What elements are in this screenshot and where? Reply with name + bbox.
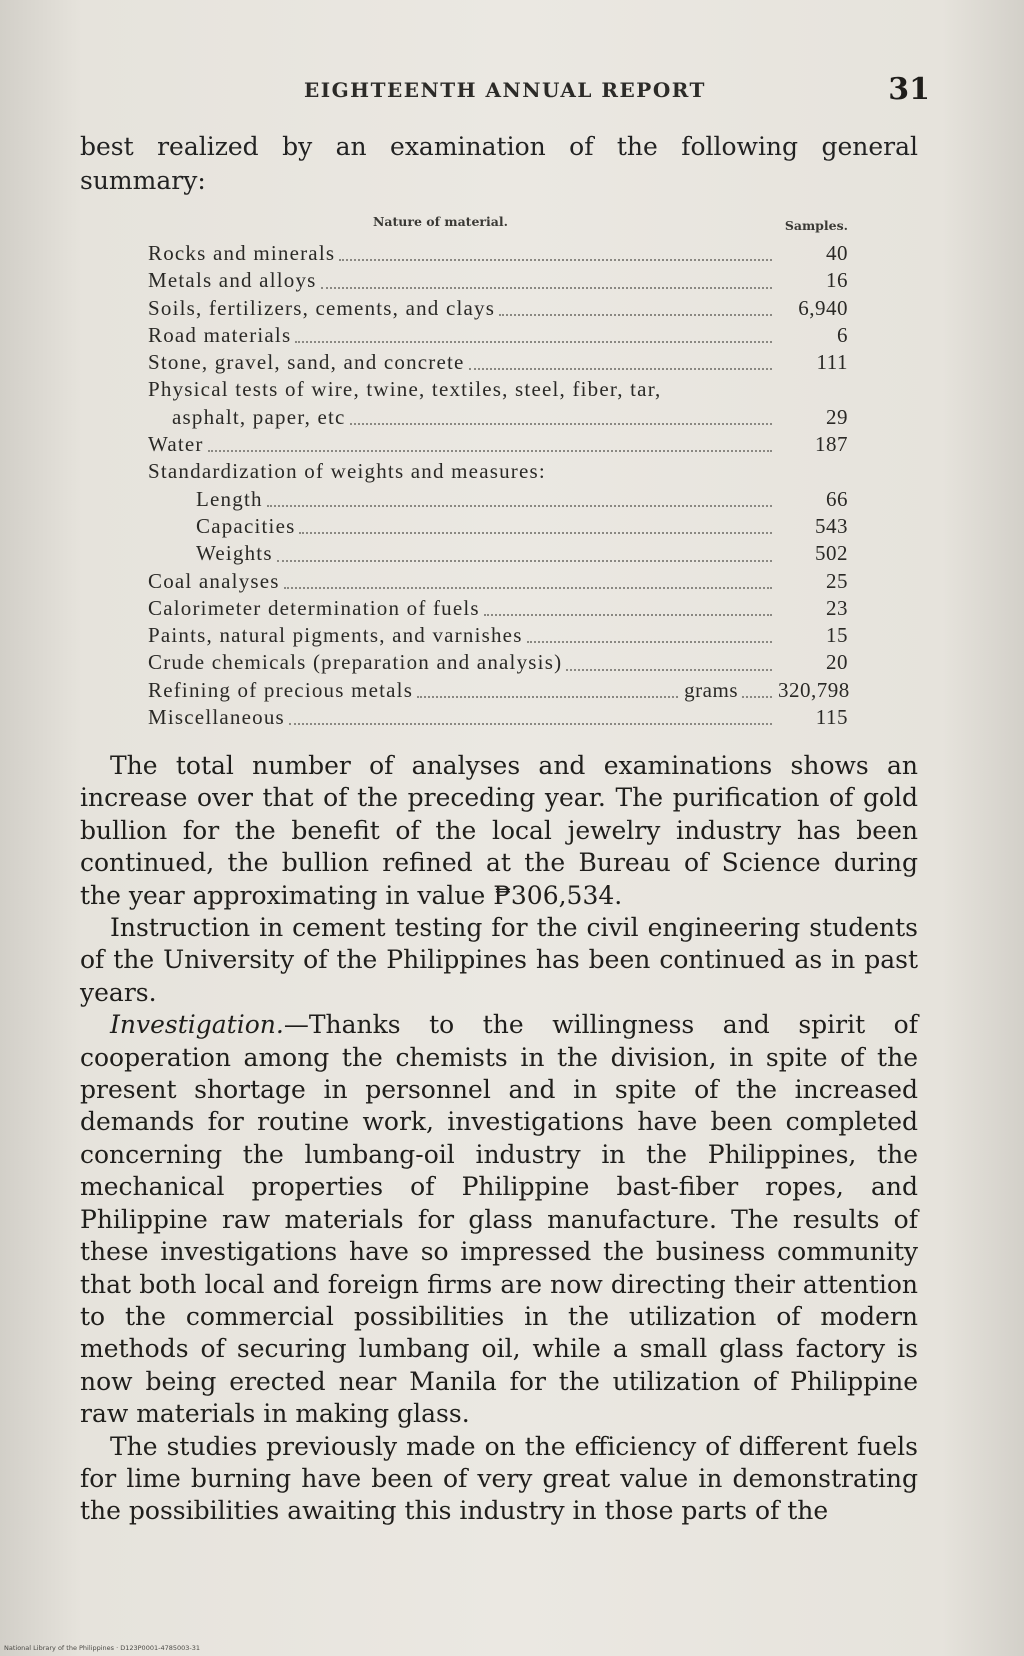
row-samples-value: 187 (815, 432, 848, 457)
body-text (80, 750, 918, 1528)
row-samples-value: 40 (826, 241, 848, 265)
table-row (148, 267, 848, 294)
column-header-samples: Samples. (784, 218, 848, 233)
table-body (148, 240, 848, 731)
row-label: Length (196, 486, 263, 511)
summary-table (148, 212, 848, 731)
library-credit: National Library of the Philippines · D123P0001-4785003-31 (4, 1644, 201, 1652)
paragraph-cement-testing: Instruction in cement testing for the civil engineering students of the University of the Philippines has been continued as in past years. (80, 913, 918, 1007)
row-samples-value: 543 (815, 513, 848, 538)
dot-leader (289, 723, 772, 725)
row-label: Physical tests of wire, twine, textiles, steel, fiber, tar, (148, 377, 662, 402)
table-row (148, 404, 848, 431)
table-row (148, 649, 848, 676)
row-label: asphalt, paper, etc (172, 404, 346, 429)
table-row (148, 595, 848, 622)
dot-leader (417, 696, 678, 698)
row-label: Weights (196, 541, 273, 566)
paragraph-total-analyses: The total number of analyses and examinations shows an increase over that of the preceding year. The purification of gold bullion for the benefit of the local jewelry industry has been continued, the bullion refined at the Bureau of Science during the year approximating in value ₱306,534. (80, 751, 918, 910)
table-row (148, 568, 848, 595)
dot-leader (527, 641, 772, 643)
table-row (148, 622, 848, 649)
table-row (148, 540, 848, 567)
row-label: Rocks and minerals (148, 241, 336, 265)
dot-leader (742, 696, 772, 698)
row-samples-value: 320,798 (778, 677, 850, 702)
table-row (148, 677, 848, 704)
dot-leader (339, 259, 772, 261)
row-samples-value: 115 (815, 705, 848, 730)
dot-leader (299, 532, 772, 534)
table-row (148, 458, 848, 485)
table-row (148, 349, 848, 376)
row-label: Road materials (148, 322, 292, 347)
table-header (148, 212, 848, 240)
paragraph-investigation (80, 1009, 918, 1430)
row-samples-value: 502 (815, 541, 848, 566)
table-row (148, 486, 848, 513)
row-samples-value: 20 (826, 650, 848, 675)
row-label: Metals and alloys (148, 268, 317, 293)
row-samples-value: 29 (826, 404, 848, 429)
dot-leader (277, 560, 772, 562)
page-header (80, 72, 930, 112)
row-label: Coal analyses (148, 568, 280, 593)
running-title: EIGHTEENTH ANNUAL REPORT (304, 78, 706, 102)
row-samples-value: 6,940 (798, 295, 848, 320)
table-row (148, 704, 848, 731)
dot-leader (321, 287, 772, 289)
dot-leader (267, 505, 772, 507)
row-samples-value: 23 (826, 595, 848, 620)
row-label: Paints, natural pigments, and varnishes (148, 623, 523, 648)
row-label: Soils, fertilizers, cements, and clays (148, 295, 496, 320)
table-row (148, 240, 848, 267)
row-label: Standardization of weights and measures: (148, 459, 546, 484)
row-samples-value: 25 (826, 568, 848, 593)
dot-leader (295, 341, 772, 343)
row-label: Stone, gravel, sand, and concrete (148, 350, 465, 375)
dot-leader (499, 314, 772, 316)
row-label: Calorimeter determination of fuels (148, 595, 480, 620)
row-label: Crude chemicals (preparation and analysis) (148, 650, 563, 675)
row-label: Capacities (196, 513, 296, 538)
row-label: Miscellaneous (148, 705, 285, 730)
row-samples-value: 15 (826, 623, 848, 648)
row-samples-value: 16 (826, 268, 848, 293)
dot-leader (350, 423, 772, 425)
row-samples-value: 111 (816, 350, 848, 375)
table-row (148, 431, 848, 458)
intro-text: best realized by an examination of the following general summary: (80, 132, 918, 195)
row-unit: grams (684, 677, 738, 702)
column-header-nature: Nature of material. (373, 214, 508, 229)
row-samples-value: 66 (826, 486, 848, 511)
dot-leader (469, 368, 772, 370)
row-label: Water (148, 432, 204, 457)
row-label: Refining of precious metals (148, 677, 414, 702)
table-row (148, 322, 848, 349)
row-samples-value: 6 (837, 322, 848, 347)
dot-leader (484, 614, 772, 616)
table-row (148, 295, 848, 322)
dot-leader (208, 450, 772, 452)
paragraph-lead-investigation: Investigation. (110, 1010, 284, 1040)
dot-leader (566, 669, 772, 671)
paragraph-fuel-studies: The studies previously made on the efficiency of different fuels for lime burning have been of very great value in demonstrating the possibilities awaiting this industry in those parts of the (80, 1431, 918, 1526)
table-row (148, 376, 848, 403)
dot-leader (284, 587, 772, 589)
paragraph-investigation-body: —Thanks to the willingness and spirit of cooperation among the chemists in the division, in spite of the present shortage in personnel and in spite of the increased demands for routine work, investigations have been completed concerning the lumbang-oil industry in the Philippines, the mechanical properties of Philippine bast-fiber ropes, and Philippine raw materials for glass manufacture. The results of these investigations have so impressed the business community that both local and foreign firms are now directing their attention to the commercial possibilities in the utilization of modern methods of securing lumbang oil, while a small glass factory is now being erected near Manila for the utilization of Philippine raw materials in making glass. (80, 1010, 918, 1429)
page-number: 31 (888, 72, 930, 107)
table-row (148, 513, 848, 540)
